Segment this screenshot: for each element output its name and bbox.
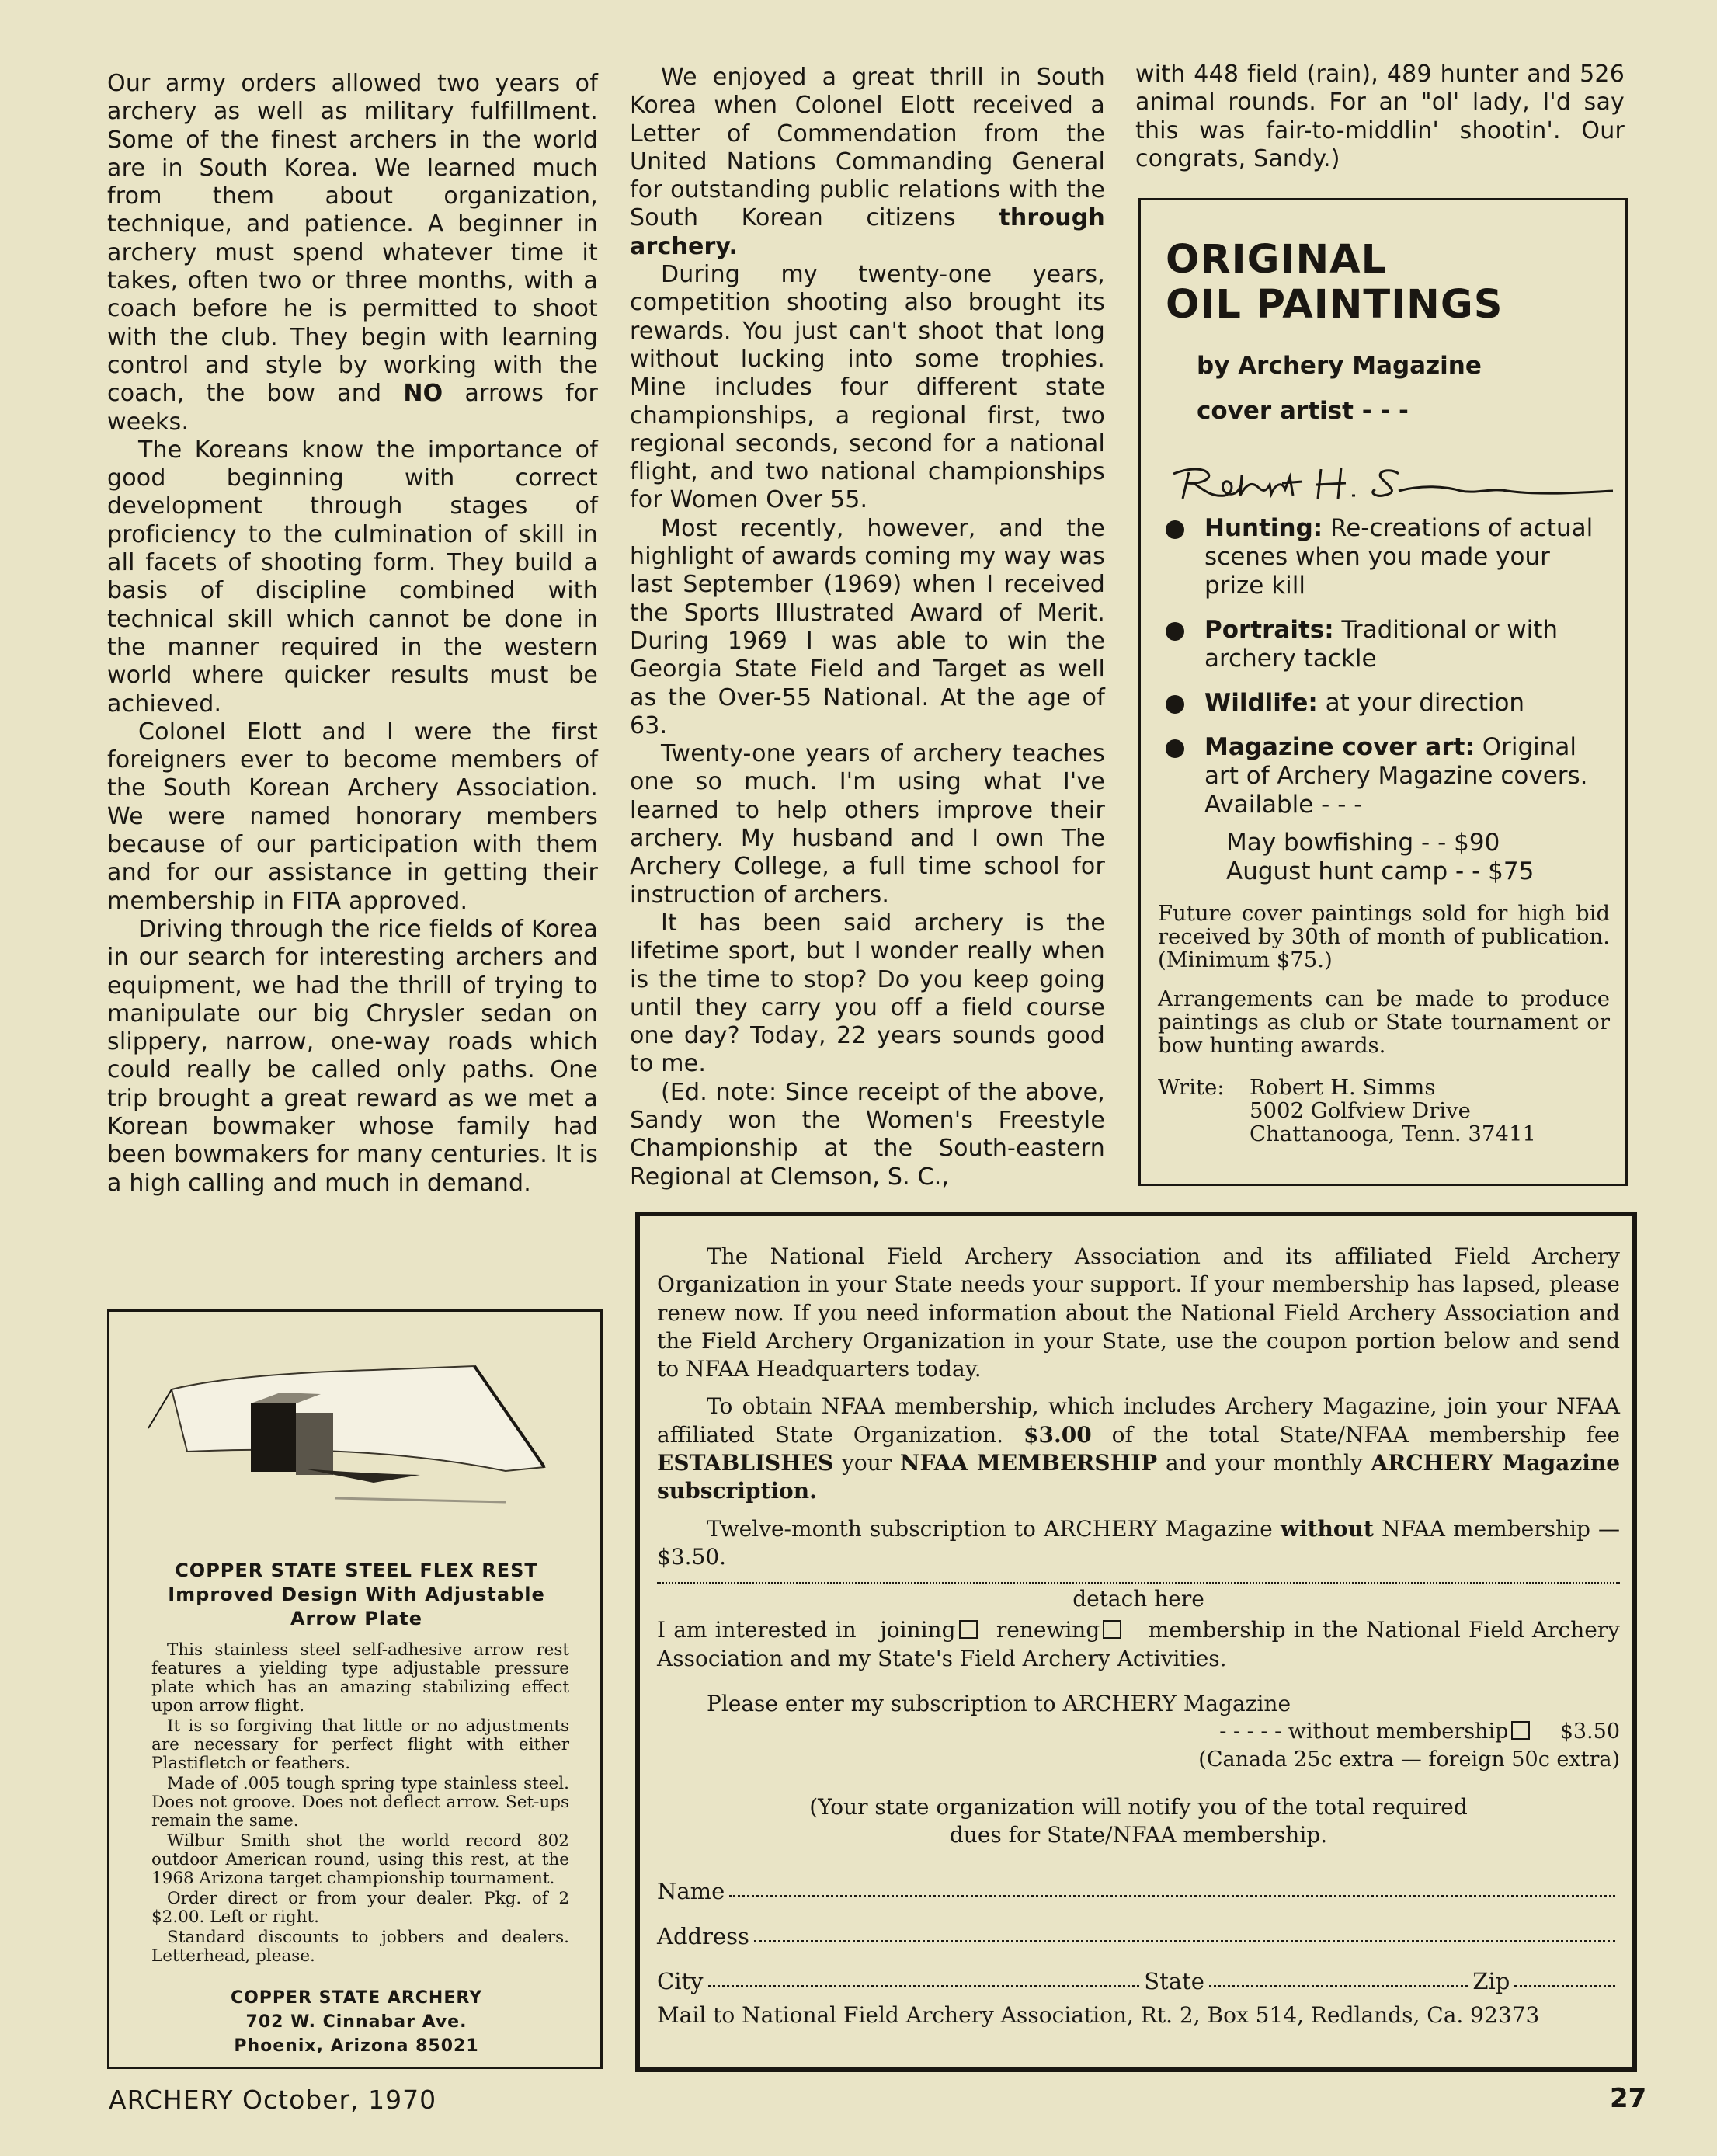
- paragraph: Twenty-one years of archery teaches one so much. I'm using what I've learned to help others improve their archery. My husband and I own The Archery College, a full time school for instruction of archers.: [630, 740, 1105, 909]
- notify-note: (Your state organization will notify you of the total required dues for State/NFAA membership.: [809, 1793, 1468, 1848]
- without-membership-checkbox[interactable]: [1511, 1721, 1530, 1740]
- paragraph: Twelve-month subscription to ARCHERY Magazine without NFAA membership — $3.50.: [657, 1515, 1621, 1570]
- subscription-line: Please enter my subscription to ARCHERY Magazine: [707, 1690, 1291, 1716]
- extra-charges: (Canada 25c extra — foreign 50c extra): [1198, 1747, 1620, 1772]
- paragraph: Order direct or from your dealer. Pkg. of 2 $2.00. Left or right.: [151, 1889, 569, 1927]
- bullet-icon: [1166, 622, 1184, 641]
- paragraph: During my twenty-one years, competition shooting also brought its rewards. You just can't shoot that long without lucking into some trophies. Mine includes four different state championships, a regional first, two regional seconds, second for a national flight, and two national championships for Women Over 55.: [630, 261, 1105, 514]
- paragraph: Colonel Elott and I were the first foreigners ever to become members of the South Korean Archery Association. We were named honorary members because of our participation with them and for our assistance in getting their membership in FITA approved.: [107, 718, 598, 915]
- service-list: [1158, 514, 1610, 819]
- paragraph: We enjoyed a great thrill in South Korea when Colonel Elott received a Letter of Commendation from the United Nations Commanding General for outstanding public relations with the South Korean citizens through archery.: [630, 64, 1105, 260]
- paragraph: The National Field Archery Association and its affiliated Field Archery Organization in your State needs your support. If your membership has lapsed, please renew now. If you need information about the National Field Archery Association and the Field Archery Organization in your State, use the coupon portion below and send to NFAA Headquarters today.: [657, 1243, 1620, 1382]
- paragraph: Our army orders allowed two years of archery as well as military fulfillment. Some of the finest archers in the world are in South Korea. We learned much from them about organization, technique, and patience. A beginner in archery must spend whatever time it takes, often two or three months, with a coach before he is permitted to shoot with the club. They begin with learning control and style by working with the coach, the bow and NO arrows for weeks.: [107, 70, 598, 436]
- paragraph: It has been said archery is the lifetime sport, but I wonder really when is the time to stop? Do you keep going until they carry you off a field course one day? Today, 22 years sounds good to me.: [630, 909, 1105, 1078]
- paragraph: Standard discounts to jobbers and dealers. Letterhead, please.: [151, 1928, 569, 1966]
- list-item: Portraits: Traditional or with archery tackle: [1158, 616, 1610, 673]
- flex-rest-ad: [107, 1309, 603, 2069]
- paragraph: Most recently, however, and the highlight of awards coming my way was last September (1969) when I received the Sports Illustrated Award of Merit. During 1969 I was able to win the Georgia State Field and Target as well as the Over-55 National. At the age of 63.: [630, 514, 1105, 739]
- bullet-icon: [1166, 739, 1184, 758]
- paragraph: This stainless steel self-adhesive arrow rest features a yielding type adjustable pressure plate which has an amazing stabilizing effect upon arrow flight.: [151, 1640, 569, 1716]
- renewing-checkbox[interactable]: [1103, 1620, 1121, 1639]
- paragraph: The Koreans know the importance of good beginning with correct development through stages of proficiency to the culmination of skill in all facets of shooting form. They build a basis of discipline combined with technical skill which cannot be done in the manner required in the western world where quicker results must be achieved.: [107, 436, 598, 718]
- without-membership-line: - - - - - without membership $3.50: [1219, 1720, 1620, 1744]
- product-description: [151, 1641, 569, 1966]
- ad-note: Arrangements can be made to produce paintings as club or State tournament or bow hunting awards.: [1158, 986, 1610, 1058]
- paragraph: (Ed. note: Since receipt of the above, Sandy won the Women's Freestyle Championship at the South-eastern Regional at Clemson, S. C.,: [630, 1078, 1105, 1191]
- list-item: Wildlife: at your direction: [1158, 689, 1610, 718]
- bullet-icon: [1166, 695, 1184, 714]
- name-field[interactable]: Name: [657, 1860, 1620, 1905]
- list-item: Magazine cover art: Original art of Archery Magazine covers. Available - - -: [1158, 733, 1610, 819]
- paragraph: Wilbur Smith shot the world record 802 outdoor American round, using this rest, at the 1968 Arizona target championship tournament.: [151, 1831, 569, 1888]
- city-state-zip-field[interactable]: City State Zip: [657, 1950, 1620, 1995]
- artist-signature: [1166, 444, 1610, 506]
- detach-line: detach here: [657, 1582, 1620, 1616]
- paragraph: It is so forgiving that little or no adjustments are necessary for perfect flight with either Plastifletch or feathers.: [151, 1716, 569, 1773]
- mail-to-address: Mail to National Field Archery Association, Rt. 2, Box 514, Redlands, Ca. 92373: [657, 2002, 1540, 2029]
- ad-note: Future cover paintings sold for high bid received by 30th of month of publication. (Minimum $75.): [1158, 901, 1610, 972]
- paragraph: with 448 field (rain), 489 hunter and 526 animal rounds. For an "ol' lady, I'd say this was fair-to-middlin' shootin'. Our congrats, Sandy.): [1135, 61, 1625, 172]
- ad-title: ORIGINAL OIL PAINTINGS: [1166, 237, 1503, 328]
- bullet-icon: [1166, 520, 1184, 539]
- address-field[interactable]: Address: [657, 1905, 1620, 1950]
- page-number: 27: [1610, 2083, 1647, 2114]
- oil-paintings-ad: [1138, 198, 1628, 1186]
- company-address: COPPER STATE ARCHERY 702 W. Cinnabar Ave. Phoenix, Arizona 85021: [230, 1988, 483, 2056]
- product-heading: COPPER STATE STEEL FLEX REST Improved Design With Adjustable Arrow Plate: [168, 1560, 545, 1629]
- ad-byline: by Archery Magazine cover artist - - -: [1197, 352, 1482, 425]
- article-column-3: [1135, 61, 1625, 173]
- joining-checkbox[interactable]: [959, 1620, 978, 1639]
- contact-address: Write: Robert H. Simms 5002 Golfview Drive Chattanooga, Tenn. 37411: [1158, 1075, 1536, 1146]
- interest-line: I am interested in joining renewing membership in the National Field Archery Association and my State's Field Archery Activities.: [657, 1617, 1621, 1671]
- price-list: May bowfishing - - $90 August hunt camp - - $75: [1226, 829, 1535, 885]
- article-column-2: [630, 64, 1105, 1191]
- arrow-rest-photo: [141, 1335, 575, 1521]
- paragraph: Driving through the rice fields of Korea in our search for interesting archers and equipment, we had the thrill of trying to manipulate our big Chrysler sedan on slippery, narrow, one-way roads which could really be called only paths. One trip brought a great reward as we met a Korean bowmaker whose family had been bowmakers for many centuries. It is a high calling and much in demand.: [107, 915, 598, 1197]
- paragraph: Made of .005 tough spring type stainless steel. Does not groove. Does not deflect arrow. Set-ups remain the same.: [151, 1774, 569, 1831]
- signature-graphic: [1166, 444, 1616, 506]
- paragraph: To obtain NFAA membership, which includes Archery Magazine, join your NFAA affiliated State Organization. $3.00 of the total State/NFAA membership fee ESTABLISHES your NFAA MEMBERSHIP and your monthly ARCHERY Magazine subscription.: [657, 1393, 1621, 1504]
- list-item: Hunting: Re-creations of actual scenes when you made your prize kill: [1158, 514, 1610, 600]
- footer-issue: ARCHERY October, 1970: [109, 2085, 437, 2115]
- nfaa-membership-box: [635, 1212, 1637, 2072]
- article-column-1: [107, 70, 598, 1198]
